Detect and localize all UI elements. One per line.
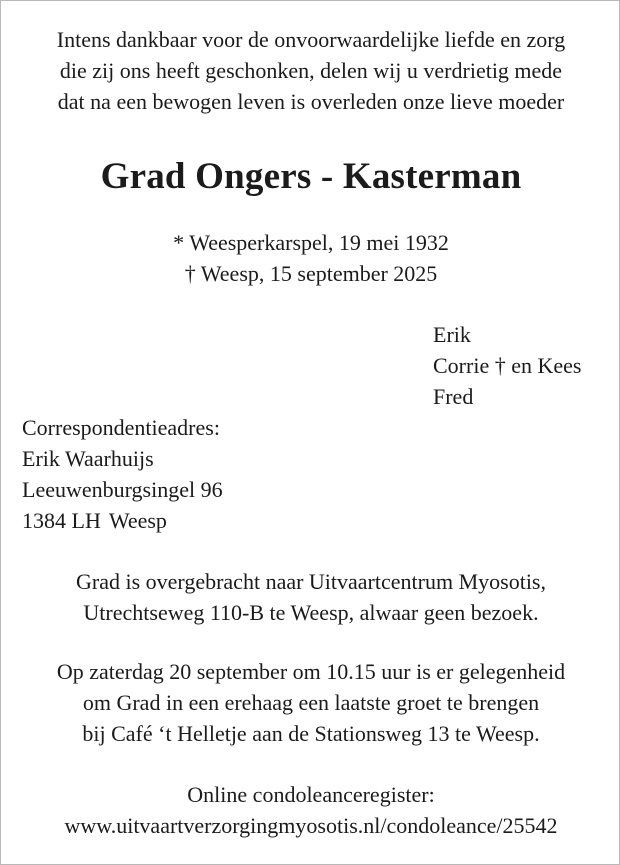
condolence-url[interactable]: www.uitvaartverzorgingmyosotis.nl/condoleance/25542 <box>64 813 558 838</box>
farewell-line-2: om Grad in een erehaag een laatste groet te brengen <box>82 690 540 715</box>
correspondence-name: Erik Waarhuijs <box>22 446 154 471</box>
correspondence-city: Weesp <box>108 508 167 533</box>
correspondence-street: Leeuwenburgsingel 96 <box>22 477 223 502</box>
intro-line-1: Intens dankbaar voor de onvoorwaardelijke liefde en zorg <box>56 27 566 52</box>
farewell-line-3: bij Café ‘t Helletje aan de Stationsweg 13 te Weesp. <box>82 721 540 746</box>
correspondence-label: Correspondentieadres: <box>22 415 220 440</box>
birth-line: * Weesperkarspel, 19 mei 1932 <box>173 230 449 255</box>
correspondence-postal-line <box>22 506 167 536</box>
child-1: Erik <box>433 322 471 347</box>
deceased-name: Grad Ongers - Kasterman <box>100 156 522 197</box>
intro-line-2: die zij ons heeft geschonken, delen wij u verdrietig mede <box>59 58 563 83</box>
transfer-line-1: Grad is overgebracht naar Uitvaartcentrum Myosotis, <box>75 569 546 594</box>
death-line: † Weesp, 15 september 2025 <box>184 261 438 286</box>
farewell-line-1: Op zaterdag 20 september om 10.15 uur is er gelegenheid <box>56 659 566 684</box>
condolence-label: Online condoleanceregister: <box>187 782 435 807</box>
correspondence-postcode: 1384 LH <box>22 508 101 533</box>
child-2: Corrie † en Kees <box>433 353 582 378</box>
child-3: Fred <box>433 384 474 409</box>
transfer-line-2: Utrechtseweg 110-B te Weesp, alwaar geen bezoek. <box>83 600 539 625</box>
intro-line-3: dat na een bewogen leven is overleden onze lieve moeder <box>57 89 565 114</box>
